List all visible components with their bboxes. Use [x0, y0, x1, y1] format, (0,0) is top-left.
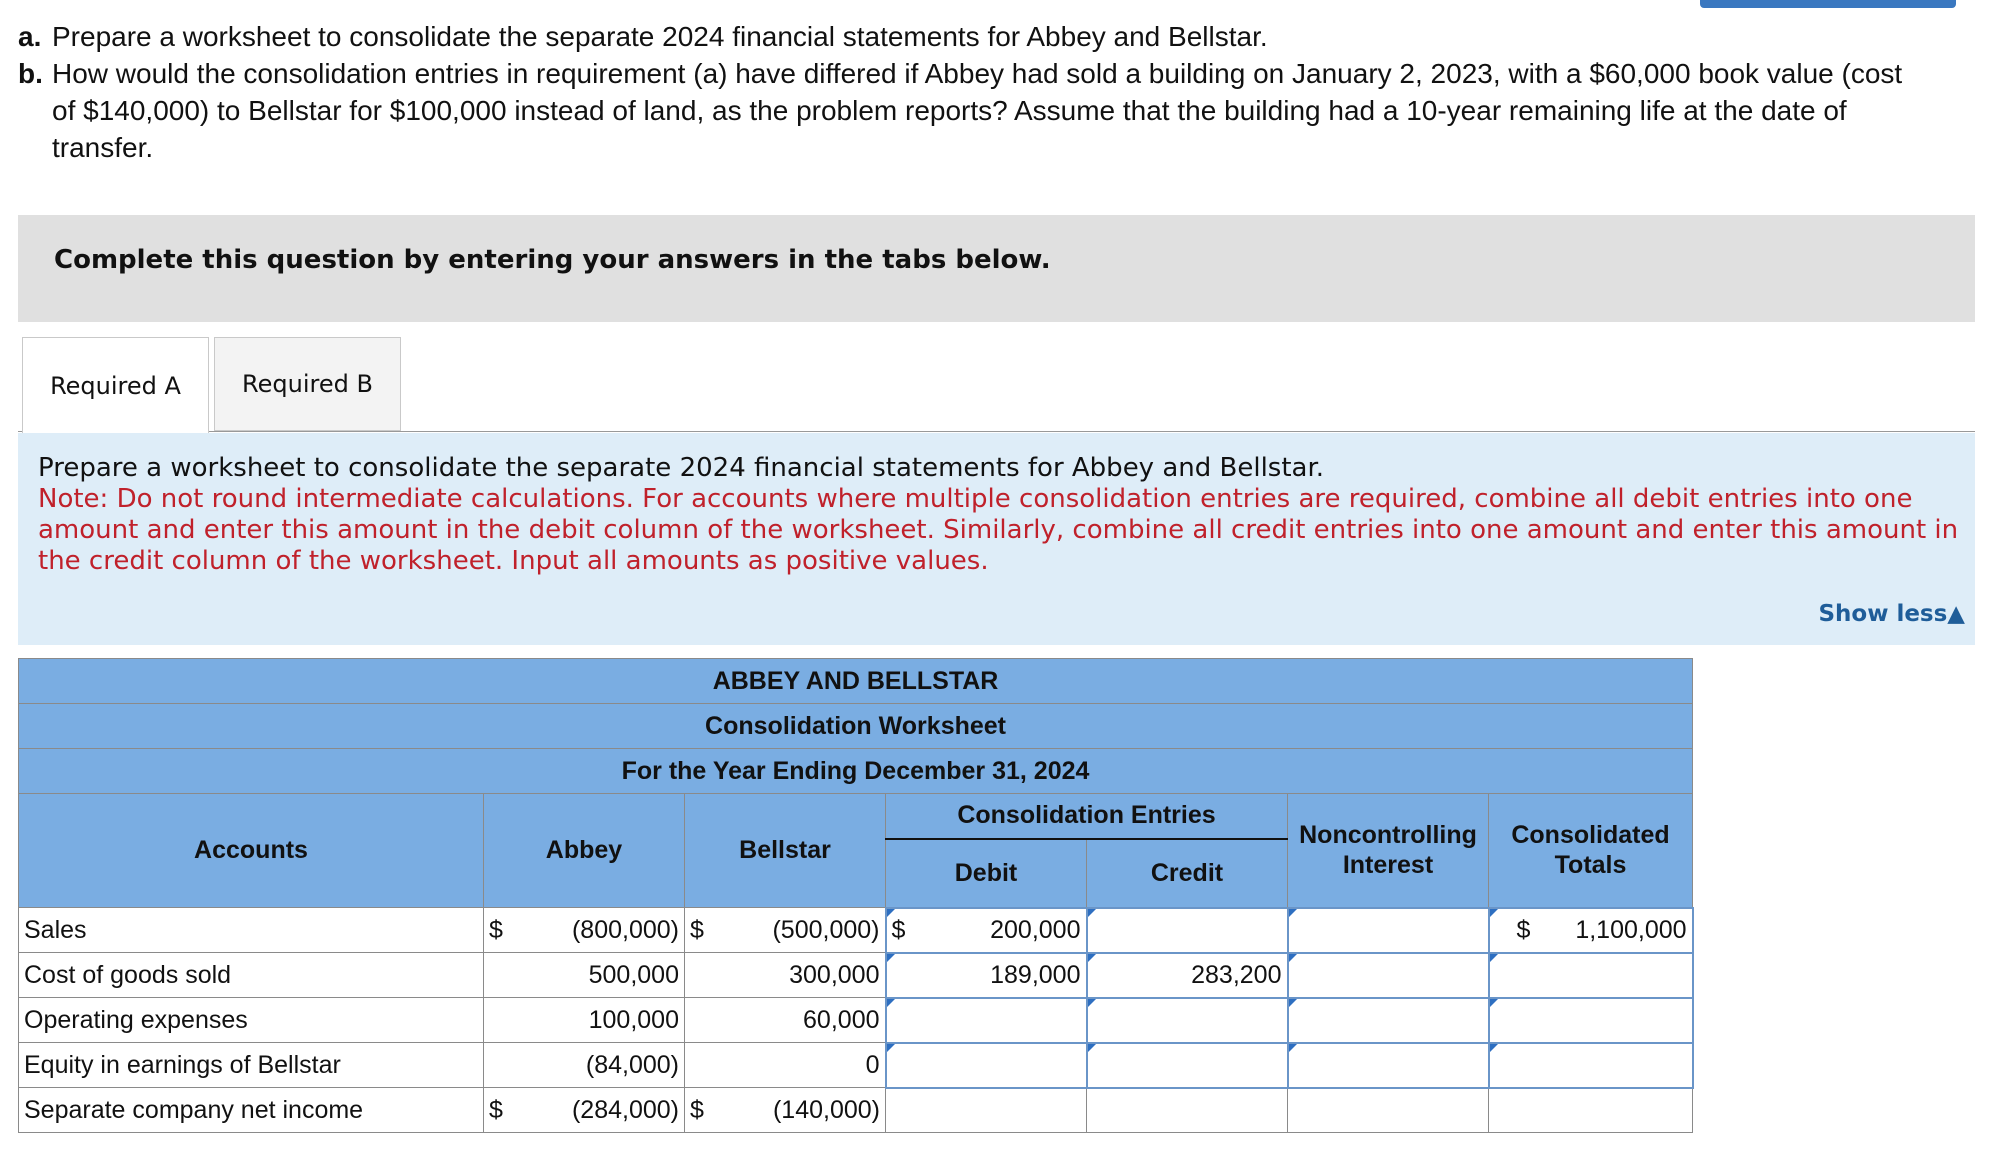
debit-input[interactable]	[886, 953, 1087, 998]
worksheet-period: For the Year Ending December 31, 2024	[19, 749, 1693, 794]
entry-flag-icon	[1490, 954, 1498, 962]
col-header-abbey: Abbey	[484, 794, 685, 908]
abbey-value	[484, 908, 685, 953]
abbey-value	[484, 1088, 685, 1133]
abbey-amount: (284,000)	[571, 1095, 679, 1124]
abbey-amount: (800,000)	[571, 915, 679, 944]
bellstar-amount: (140,000)	[772, 1095, 880, 1124]
table-row	[19, 1043, 1693, 1088]
entry-flag-icon	[1490, 909, 1498, 917]
account-name: Separate company net income	[19, 1088, 484, 1133]
debit-amount: 189,000	[990, 960, 1081, 989]
dollar-sign: $	[690, 1095, 704, 1124]
account-name: Operating expenses	[19, 998, 484, 1043]
entry-flag-icon	[887, 999, 895, 1007]
bellstar-amount: (500,000)	[772, 915, 880, 944]
tab-required-b[interactable]: Required B	[214, 337, 401, 431]
col-header-credit: Credit	[1087, 839, 1288, 908]
worksheet-title: ABBEY AND BELLSTAR	[19, 659, 1693, 704]
entry-flag-icon	[1088, 954, 1096, 962]
top-action-button[interactable]	[1700, 0, 1956, 8]
debit-cell	[886, 1088, 1087, 1133]
totals-input[interactable]	[1489, 998, 1693, 1043]
bellstar-value	[685, 1043, 886, 1088]
worksheet-title-row-2	[19, 704, 1693, 749]
tab-divider-left	[18, 431, 22, 432]
question-b-letter: b.	[18, 58, 43, 89]
col-header-nci: Noncontrolling Interest	[1288, 794, 1489, 908]
nci-input[interactable]	[1288, 953, 1489, 998]
entry-flag-icon	[887, 909, 895, 917]
entry-flag-icon	[1289, 909, 1297, 917]
worksheet-title-row-3	[19, 749, 1693, 794]
nci-input[interactable]	[1288, 998, 1489, 1043]
banner-text: Complete this question by entering your answers in the tabs below.	[54, 245, 1051, 275]
bellstar-amount: 0	[865, 1050, 880, 1079]
bellstar-value	[685, 1088, 886, 1133]
dollar-sign: $	[489, 1095, 503, 1124]
col-header-bellstar: Bellstar	[685, 794, 886, 908]
show-less-link[interactable]: Show less▲	[1818, 601, 1965, 627]
worksheet-group-header-row	[19, 794, 1693, 839]
abbey-amount: 100,000	[588, 1005, 679, 1034]
abbey-amount: 500,000	[588, 960, 679, 989]
entry-flag-icon	[887, 1044, 895, 1052]
entry-flag-icon	[1088, 1044, 1096, 1052]
debit-amount: 200,000	[990, 915, 1081, 944]
instructions-text	[38, 453, 1968, 577]
totals-cell	[1489, 1088, 1693, 1133]
account-name: Cost of goods sold	[19, 953, 484, 998]
worksheet-subtitle: Consolidation Worksheet	[19, 704, 1693, 749]
instructions-note: Note: Do not round intermediate calculations. For accounts where multiple consolidation entries are required, combine all debit entries into one amount and enter this amount in the debit column of the worksheet. Similarly, combine all credit entries into one amount and enter this amount in the credit column of the worksheet. Input all amounts as positive values.	[38, 484, 1959, 576]
table-row	[19, 1088, 1693, 1133]
worksheet-table	[18, 658, 1694, 1133]
consolidation-worksheet	[18, 658, 1692, 1133]
debit-input[interactable]	[886, 998, 1087, 1043]
credit-input[interactable]	[1087, 998, 1288, 1043]
totals-input[interactable]	[1489, 908, 1693, 953]
dollar-sign: $	[1516, 915, 1531, 944]
dollar-sign: $	[489, 915, 503, 944]
worksheet-title-row-1	[19, 659, 1693, 704]
dollar-sign: $	[690, 915, 704, 944]
bellstar-value	[685, 908, 886, 953]
entry-flag-icon	[1289, 954, 1297, 962]
question-part-a	[18, 18, 1918, 55]
instructions-main: Prepare a worksheet to consolidate the separate 2024 financial statements for Abbey and Bellstar.	[38, 453, 1325, 483]
abbey-value	[484, 953, 685, 998]
credit-input[interactable]	[1087, 908, 1288, 953]
col-header-consolidation-entries: Consolidation Entries	[886, 794, 1288, 839]
entry-flag-icon	[1088, 999, 1096, 1007]
abbey-amount: (84,000)	[585, 1050, 679, 1079]
question-part-b	[18, 55, 1918, 166]
question-a-letter: a.	[18, 21, 42, 52]
entry-flag-icon	[1490, 999, 1498, 1007]
nci-cell	[1288, 1088, 1489, 1133]
table-row	[19, 908, 1693, 953]
bellstar-value	[685, 998, 886, 1043]
table-row	[19, 953, 1693, 998]
credit-input[interactable]	[1087, 1043, 1288, 1088]
totals-input[interactable]	[1489, 1043, 1693, 1088]
bellstar-amount: 60,000	[803, 1005, 880, 1034]
instruction-banner	[18, 215, 1975, 322]
question-text	[18, 18, 1918, 166]
totals-input[interactable]	[1489, 953, 1693, 998]
nci-input[interactable]	[1288, 1043, 1489, 1088]
totals-amount: 1,100,000	[1575, 915, 1687, 944]
dollar-sign: $	[891, 915, 906, 944]
question-b-text: How would the consolidation entries in requirement (a) have differed if Abbey had sold a building on January 2, 2023, with a $60,000 book value (cost of $140,000) to Bellstar for $100,000 instead of land, as the problem reports? Assume that the building had a 10-year remaining life at the date of transfer.	[52, 58, 1903, 163]
entry-flag-icon	[1088, 909, 1096, 917]
debit-input[interactable]	[886, 908, 1087, 953]
abbey-value	[484, 998, 685, 1043]
account-name: Sales	[19, 908, 484, 953]
account-name: Equity in earnings of Bellstar	[19, 1043, 484, 1088]
debit-input[interactable]	[886, 1043, 1087, 1088]
entry-flag-icon	[887, 954, 895, 962]
tab-divider	[209, 431, 1975, 432]
table-row	[19, 998, 1693, 1043]
bellstar-value	[685, 953, 886, 998]
question-a-text: Prepare a worksheet to consolidate the separate 2024 financial statements for Abbey and Bellstar.	[52, 21, 1268, 52]
entry-flag-icon	[1289, 1044, 1297, 1052]
col-header-accounts: Accounts	[19, 794, 484, 908]
nci-input[interactable]	[1288, 908, 1489, 953]
entry-flag-icon	[1490, 1044, 1498, 1052]
bellstar-amount: 300,000	[789, 960, 880, 989]
entry-flag-icon	[1289, 999, 1297, 1007]
col-header-debit: Debit	[886, 839, 1087, 908]
credit-input[interactable]	[1087, 953, 1288, 998]
instructions-panel	[18, 433, 1975, 645]
credit-amount: 283,200	[1191, 960, 1282, 989]
abbey-value	[484, 1043, 685, 1088]
tab-required-a[interactable]: Required A	[22, 337, 209, 433]
col-header-consolidated-totals: Consolidated Totals	[1489, 794, 1693, 908]
credit-cell	[1087, 1088, 1288, 1133]
